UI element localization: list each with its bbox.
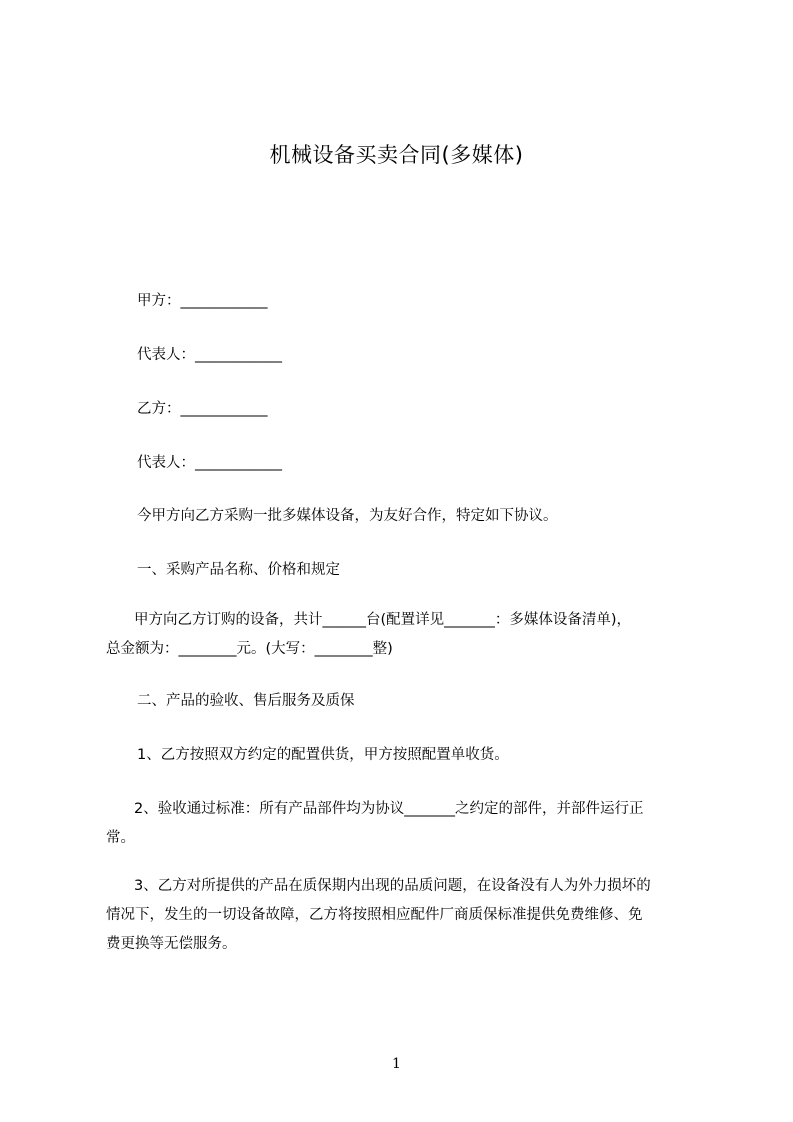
section-1-body-line: 总金额为：________元。(大写：________整) xyxy=(106,641,393,657)
clause-2-line: 2、验收通过标准：所有产品部件均为协议_______之约定的部件，并部件运行正 xyxy=(134,801,644,817)
clause-1: 1、乙方按照双方约定的配置供货，甲方按照配置单收货。 xyxy=(137,747,509,763)
section-1-body xyxy=(106,606,706,664)
section-1-body-line: 甲方向乙方订购的设备，共计______台(配置详见_______：多媒体设备清单)， xyxy=(134,612,632,628)
intro-paragraph: 今甲方向乙方采购一批多媒体设备，为友好合作，特定如下协议。 xyxy=(137,508,558,524)
page-number: 1 xyxy=(392,1056,401,1072)
party-b-representative-line: 代表人：____________ xyxy=(137,455,282,471)
clause-3-line: 3、乙方对所提供的产品在质保期内出现的品质问题，在设备没有人为外力损坏的 xyxy=(134,878,651,894)
clause-3 xyxy=(106,872,706,959)
clause-2-line: 常。 xyxy=(106,830,135,846)
section-1-heading: 一、采购产品名称、价格和规定 xyxy=(137,562,340,578)
section-2-heading: 二、产品的验收、售后服务及质保 xyxy=(137,693,355,709)
document-title: 机械设备买卖合同(多媒体) xyxy=(269,143,524,167)
party-a-representative-line: 代表人：____________ xyxy=(137,347,282,363)
party-a-line: 甲方：____________ xyxy=(137,293,268,309)
clause-2 xyxy=(106,795,706,853)
clause-3-line: 费更换等无偿服务。 xyxy=(106,936,237,952)
party-b-line: 乙方：____________ xyxy=(137,401,268,417)
clause-3-line: 情况下，发生的一切设备故障，乙方将按照相应配件厂商质保标准提供免费维修、免 xyxy=(106,907,643,923)
